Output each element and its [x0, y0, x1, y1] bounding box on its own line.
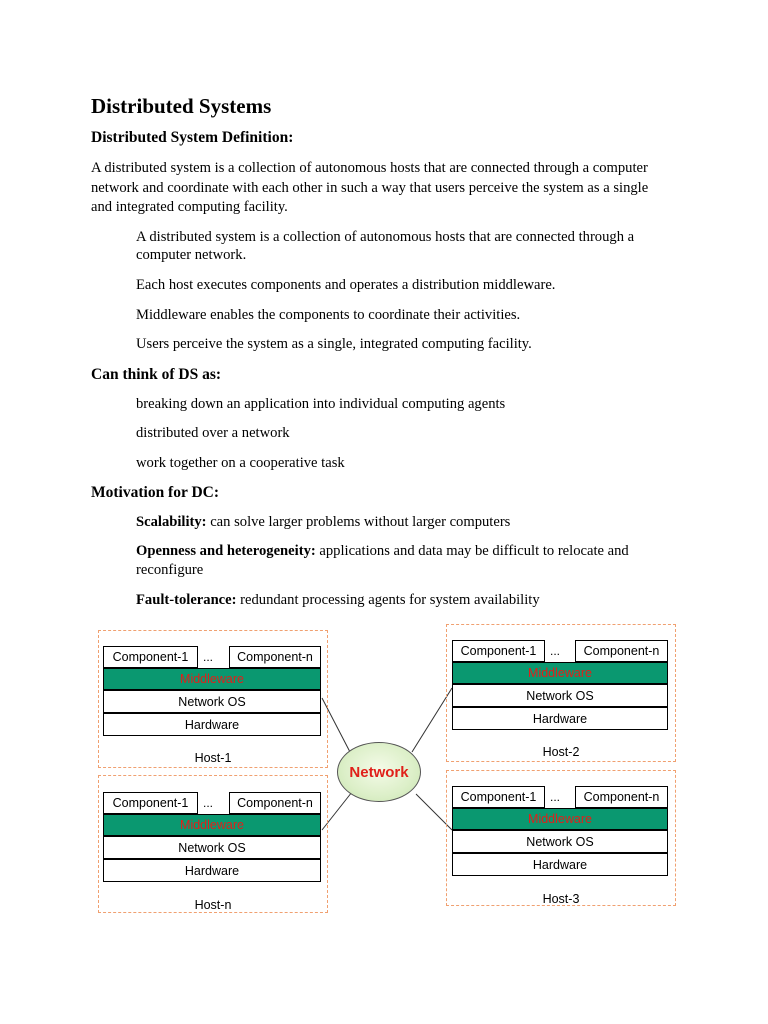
definition-item-2: Each host executes components and operates a distribution middleware.: [136, 277, 556, 293]
definition-item-3: Middleware enables the components to coordinate their activities.: [136, 307, 521, 323]
definition-item-1-cont: computer network.: [136, 247, 247, 263]
host-2-component-n: Component-n: [575, 640, 668, 662]
definition-item-1: A distributed system is a collection of autonomous hosts that are connected through a: [136, 229, 635, 245]
host-2-hardware: Hardware: [452, 707, 668, 730]
definition-heading: Distributed System Definition:: [91, 129, 294, 146]
think-item-3: work together on a cooperative task: [136, 455, 345, 471]
host-3-label: Host-3: [542, 892, 580, 906]
host-3-middleware: Middleware: [452, 808, 668, 830]
host-1-label: Host-1: [194, 751, 232, 765]
definition-paragraph-line-1: A distributed system is a collection of autonomous hosts that are connected through a computer: [91, 160, 648, 176]
network-node: Network: [337, 742, 421, 802]
host-1-middleware: Middleware: [103, 668, 321, 690]
host-1-ellipsis: ...: [202, 650, 213, 664]
think-item-2: distributed over a network: [136, 425, 290, 441]
definition-paragraph-line-2: network and coordinate with each other in such a way that users perceive the system as a single: [91, 180, 649, 196]
host-1-network-os: Network OS: [103, 690, 321, 713]
host-1-component-1: Component-1: [103, 646, 198, 668]
scalability-text: can solve larger problems without larger computers: [206, 514, 511, 530]
motivation-heading: Motivation for DC:: [91, 484, 219, 501]
host-2-ellipsis: ...: [549, 644, 560, 658]
host-3-hardware: Hardware: [452, 853, 668, 876]
motivation-openness-cont: reconfigure: [136, 562, 204, 578]
fault-tolerance-text: redundant processing agents for system availability: [236, 592, 540, 608]
think-heading: Can think of DS as:: [91, 366, 222, 383]
host-1-component-n: Component-n: [229, 646, 321, 668]
openness-text: applications and data may be difficult to relocate and: [315, 543, 629, 559]
host-n-component-1: Component-1: [103, 792, 198, 814]
host-3-component-n: Component-n: [575, 786, 668, 808]
host-2-label: Host-2: [542, 745, 580, 759]
think-item-1: breaking down an application into individual computing agents: [136, 396, 506, 412]
host-n-hardware: Hardware: [103, 859, 321, 882]
host-3-ellipsis: ...: [549, 790, 560, 804]
definition-item-4: Users perceive the system as a single, integrated computing facility.: [136, 336, 532, 352]
openness-label: Openness and heterogeneity:: [136, 543, 316, 559]
host-2-middleware: Middleware: [452, 662, 668, 684]
fault-tolerance-label: Fault-tolerance:: [136, 592, 237, 608]
host-n-network-os: Network OS: [103, 836, 321, 859]
definition-paragraph-line-3: and integrated computing facility.: [91, 199, 288, 215]
host-n-ellipsis: ...: [202, 796, 213, 810]
host-n-middleware: Middleware: [103, 814, 321, 836]
host-n-component-n: Component-n: [229, 792, 321, 814]
host-1-hardware: Hardware: [103, 713, 321, 736]
scalability-label: Scalability:: [136, 514, 207, 530]
host-3-component-1: Component-1: [452, 786, 545, 808]
host-3-network-os: Network OS: [452, 830, 668, 853]
page-title: Distributed Systems: [91, 94, 272, 118]
host-2-network-os: Network OS: [452, 684, 668, 707]
host-n-label: Host-n: [194, 898, 232, 912]
host-2-component-1: Component-1: [452, 640, 545, 662]
